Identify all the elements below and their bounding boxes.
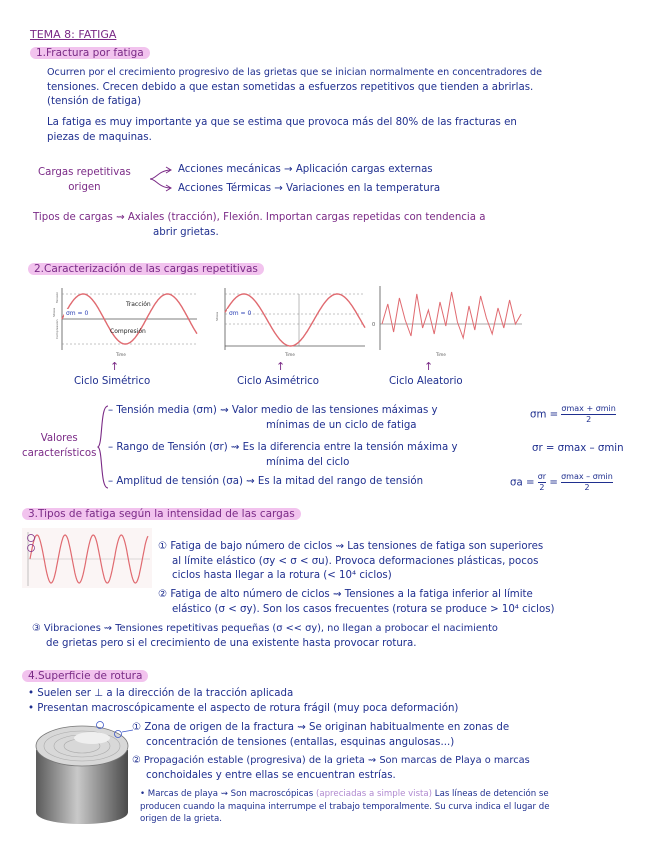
zone-origin: ① Zona de origen de la fractura ⇝ Se originan habitualmente en zonas de concentración de tensiones (entallas, esquinas angulosas...) xyxy=(132,722,510,748)
sigma-m-label-2: σm = 0 xyxy=(229,310,252,317)
compresion-label: Compresión xyxy=(110,328,146,335)
section-1-heading: 1.Fractura por fatiga xyxy=(30,47,150,59)
valor-rango-tension: – Rango de Tensión (σr) ⇝ Es la diferencia entre la tensión máxima y mínima del ciclo xyxy=(108,442,458,468)
formula-rango-tension: σr = σmax – σmin xyxy=(532,443,624,454)
x-label-1: Time xyxy=(116,352,126,357)
arrow-up-2: ↑ xyxy=(276,360,286,373)
y-sub-tension-1: Tension xyxy=(55,291,59,303)
valor-tension-media: – Tensión media (σm) ⇝ Valor medio de las tensiones máximas y mínimas de un ciclo de fatiga xyxy=(108,405,438,431)
y-label-2: Stress xyxy=(215,311,219,321)
caption-asymmetric: Ciclo Asimétrico xyxy=(237,376,319,387)
arrow-up-1: ↑ xyxy=(110,360,120,373)
fatigue-type-1: ① Fatiga de bajo número de ciclos ⇝ Las tensiones de fatiga son superiores al límite elástico (σy < σ < σu). Provoca deformaciones plásticas, pocos ciclos hasta llegar a la rotura (< 10⁴ ciclos) xyxy=(158,541,544,581)
traccion-label: Tracción xyxy=(126,301,151,308)
fatigue-type-2: ② Fatiga de alto número de ciclos ⇝ Tensiones a la fatiga inferior al límite elástico (σ < σy). Son los casos frecuentes (rotura se produce > 10⁴ ciclos) xyxy=(158,589,555,615)
symmetric-cycle-chart xyxy=(52,286,202,356)
y-sub-compression-1: Compression xyxy=(55,319,59,339)
x-label-3: Time xyxy=(436,352,446,357)
x-label-2: Time xyxy=(285,352,295,357)
valores-label: Valores característicos xyxy=(22,433,97,459)
arrow-up-3: ↑ xyxy=(424,360,434,373)
section-3-heading: 3.Tipos de fatiga según la intensidad de las cargas xyxy=(22,508,301,520)
caption-symmetric: Ciclo Simétrico xyxy=(74,376,151,387)
section-1-paragraph-1: Ocurren por el crecimiento progresivo de las grietas que se inician normalmente en concentradores de tensiones. Crecen debido a que estan sometidas a esfuerzos repetitivos que tienden a abrirlas. (tensión de fatiga) xyxy=(47,67,542,107)
formula-tension-media: σm = $\frac{\sigma\max + \sigma\min}{2}$ xyxy=(530,404,616,424)
rotura-bullets: • Suelen ser ⊥ a la dirección de la tracción aplicada • Presentan macroscópicamente el aspecto de rotura frágil (muy poca deformación) xyxy=(28,688,459,714)
section-2-heading: 2.Caracterización de las cargas repetitivas xyxy=(28,263,264,275)
sigma-m-label-1: σm = 0 xyxy=(66,310,89,317)
formula-amplitud-tension: σa = $\frac{\sigma r}{2}$ = $\frac{\sigma\max - \sigma\min}{2}$ xyxy=(510,472,613,492)
random-cycle-chart xyxy=(372,284,526,357)
page-title: TEMA 8: FATIGA xyxy=(30,28,117,41)
caption-random: Ciclo Aleatorio xyxy=(389,376,463,387)
fatigue-type-3: ③ Vibraciones ⇝ Tensiones repetitivas pequeñas (σ << σy), no llegan a probocar el nacimiento de grietas pero si el crecimiento de una existente hasta provocar rotura. xyxy=(32,623,498,649)
beach-marks: • Marcas de playa ⇝ Son macroscópicas (apreciadas a simple vista) Las líneas de detención se producen cuando la maquina interrumpe el trabajo temporalmente. Su curva indica el lugar de origen de la grieta. xyxy=(140,789,550,824)
y-label-1: Stress xyxy=(52,307,56,317)
asymmetric-cycle-chart xyxy=(215,286,370,356)
zone-propagation: ② Propagación estable (progresiva) de la grieta ⇝ Son marcas de Playa o marcas conchoidales y entre ellas se encuentran estrías. xyxy=(132,755,530,781)
section-4-heading: 4.Superficie de rotura xyxy=(22,670,148,682)
origin-items: Acciones mecánicas → Aplicación cargas externas Acciones Térmicas → Variaciones en la temperatura xyxy=(178,164,441,194)
load-types: Tipos de cargas ⇝ Axiales (tracción), Flexión. Importan cargas repetidas con tendencia a abrir grietas. xyxy=(33,212,486,238)
fracture-cylinder-illustration xyxy=(30,716,135,834)
fatigue-types-chart xyxy=(22,528,152,588)
origin-brace-arrows xyxy=(148,165,178,193)
origin-label: Cargas repetitivas origen xyxy=(38,167,131,193)
y-zero-label: 0 xyxy=(372,322,376,328)
section-1-paragraph-2: La fatiga es muy importante ya que se estima que provoca más del 80% de las fracturas en piezas de maquinas. xyxy=(47,117,517,143)
valor-amplitud-tension: – Amplitud de tensión (σa) ⇝ Es la mitad del rango de tensión xyxy=(108,476,424,487)
